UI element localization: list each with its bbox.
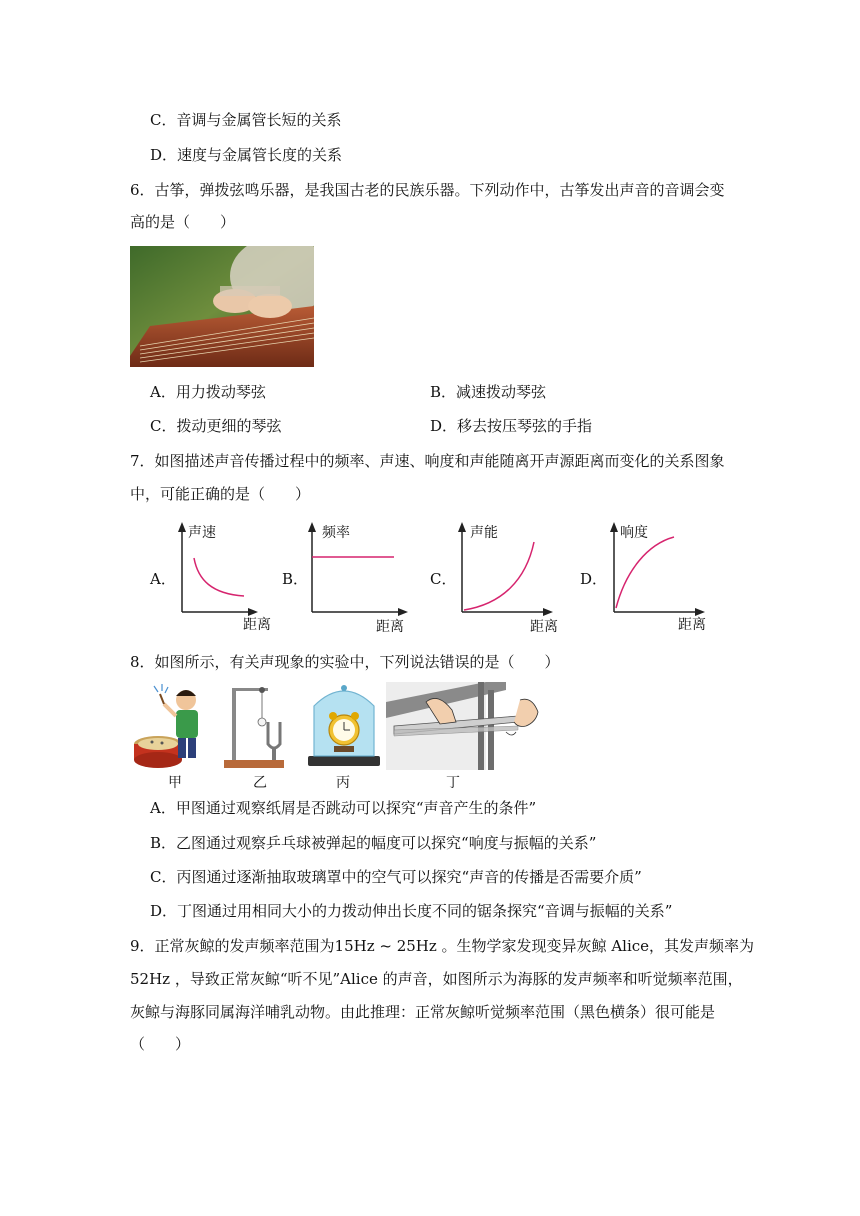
q6-option-b: B．减速拨动琴弦 [430,383,547,401]
q8-option-d: D．丁图通过用相同大小的力拨动伸出长度不同的锯条探究“音调与振幅的关系” [150,902,673,920]
caption-yi: 乙 [253,775,267,791]
q8-option-b: B．乙图通过观察乒乓球被弹起的幅度可以探究“响度与振幅的关系” [150,834,597,852]
tuning-fork-illustration [222,682,292,770]
graph-d-xlabel: 距离 [678,617,706,633]
graph-b-letter: B． [282,570,309,588]
q6-stem-line2: 高的是（ ） [130,213,236,231]
graph-c-ylabel: 声能 [470,525,498,541]
saw-blade-illustration [386,682,554,770]
q7-stem-line1: 7．如图描述声音传播过程中的频率、声速、响度和声能随离开声源距离而变化的关系图象 [130,452,725,470]
graph-a-xlabel: 距离 [243,617,271,633]
q6-option-c: C．拨动更细的琴弦 [150,417,282,435]
q6-option-a: A．用力拨动琴弦 [150,383,266,401]
graph-d-ylabel: 响度 [620,525,648,541]
q8-option-a: A．甲图通过观察纸屑是否跳动可以探究“声音产生的条件” [150,799,537,817]
graph-a-ylabel: 声速 [188,525,216,541]
q6-stem-line1: 6．古筝，弹拨弦鸣乐器，是我国古老的民族乐器。下列动作中，古筝发出声音的音调会变 [130,181,725,199]
q6-option-d: D．移去按压琴弦的手指 [430,417,593,435]
graph-c-xlabel: 距离 [530,619,558,635]
graph-c-letter: C． [430,570,457,588]
q9-line3: 灰鲸与海豚同属海洋哺乳动物。由此推理：正常灰鲸听觉频率范围（黑色横条）很可能是 [130,1003,716,1021]
drum-experiment-illustration [132,682,216,770]
q9-line2: 52Hz ，导致正常灰鲸“听不见”Alice 的声音，如图所示为海豚的发声频率和听觉频率范围， [130,970,743,988]
graph-b-ylabel: 频率 [322,525,350,541]
graph-b [302,520,422,635]
caption-ding: 丁 [446,775,460,791]
q8-stem: 8．如图所示，有关声现象的实验中，下列说法错误的是（ ） [130,653,560,671]
q8-option-c: C．丙图通过逐渐抽取玻璃罩中的空气可以探究“声音的传播是否需要介质” [150,868,642,886]
bell-jar-illustration [306,682,382,770]
q9-line4: （ ） [130,1035,191,1053]
q7-stem-line2: 中，可能正确的是（ ） [130,485,311,503]
graph-a-letter: A． [150,570,176,588]
graph-b-xlabel: 距离 [376,619,404,635]
q9-line1: 9．正常灰鲸的发声频率范围为15Hz ~ 25Hz 。生物学家发现变异灰鲸 Alice，其发声频率为 [130,937,755,955]
caption-bing: 丙 [336,775,350,791]
q5-option-d: D．速度与金属管长度的关系 [150,146,343,164]
guzheng-photo [130,246,314,367]
q5-option-c: C．音调与金属管长短的关系 [150,111,342,129]
graph-d-letter: D． [580,570,608,588]
caption-jia: 甲 [168,775,182,791]
